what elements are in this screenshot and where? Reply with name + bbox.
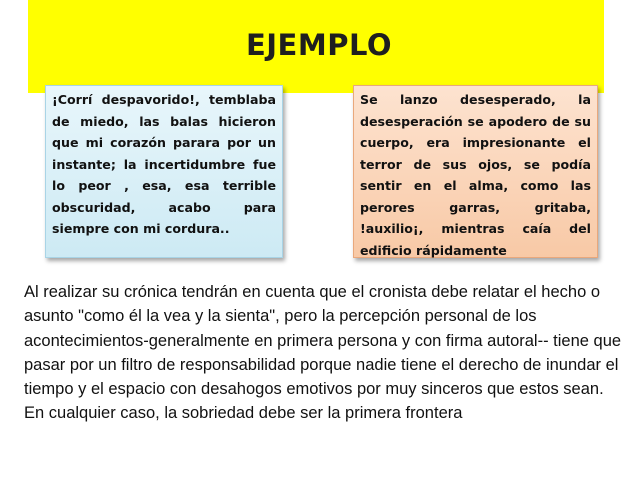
body-paragraph: Al realizar su crónica tendrán en cuenta que el cronista debe relatar el hecho o asunto "como él la vea y la sienta", pero la percepción personal de los acontecimientos-generalmente en primera persona y con firma autoral-- tiene que pasar por un filtro de responsabilidad porque nadie tiene el derecho de inundar el tiempo y el espacio con desahogos emotivos por muy sinceros que estos sean. En cualquier caso, la sobriedad debe ser la primera frontera (24, 283, 622, 423)
example-box-right: Se lanzo desesperado, la desesperación se apodero de su cuerpo, era impresionante el terror de sus ojos, se podía sentir en el alma, como las perores garras, gritaba, !auxilio¡, mientras caía del edificio rápidamente (353, 85, 598, 258)
example-box-left: ¡Corrí despavorido!, temblaba de miedo, las balas hicieron que mi corazón parara por un instante; la incertidumbre fue lo peor , esa, esa terrible obscuridad, acabo para siempre con mi cordura.. (45, 85, 283, 258)
slide-title: EJEMPLO (245, 28, 393, 62)
